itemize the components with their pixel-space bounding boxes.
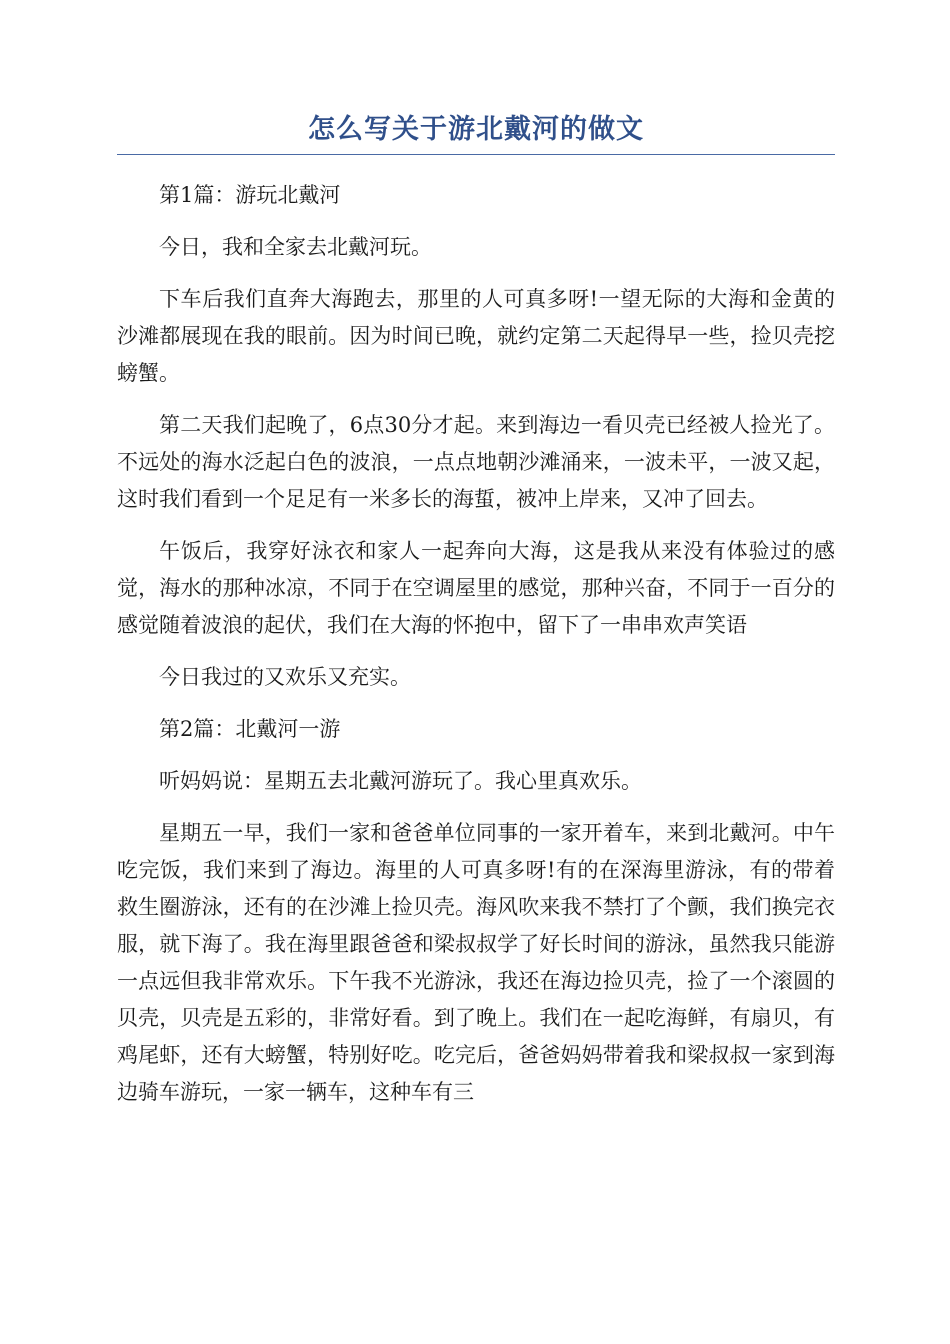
document-page bbox=[117, 110, 835, 1126]
paragraph: 下车后我们直奔大海跑去，那里的人可真多呀!一望无际的大海和金黄的沙滩都展现在我的眼前。因为时间已晚，就约定第二天起得早一些，捡贝壳挖螃蟹。 bbox=[117, 287, 835, 385]
paragraph: 星期五一早，我们一家和爸爸单位同事的一家开着车，来到北戴河。中午吃完饭，我们来到了海边。海里的人可真多呀!有的在深海里游泳，有的带着救生圈游泳，还有的在沙滩上捡贝壳。海风吹来我不禁打了个颤，我们换完衣服，就下海了。我在海里跟爸爸和梁叔叔学了好长时间的游泳，虽然我只能游一点远但我非常欢乐。下午我不光游泳，我还在海边捡贝壳，捡了一个滚圆的贝壳，贝壳是五彩的，非常好看。到了晚上。我们在一起吃海鲜，有扇贝，有鸡尾虾，还有大螃蟹，特别好吃。吃完后，爸爸妈妈带着我和梁叔叔一家到海边骑车游玩，一家一辆车，这种车有三 bbox=[117, 821, 835, 1104]
paragraph: 今日，我和全家去北戴河玩。 bbox=[159, 235, 432, 259]
section-heading-2: 第2篇：北戴河一游 bbox=[159, 717, 341, 741]
title-underline bbox=[117, 154, 835, 155]
document-title: 怎么写关于游北戴河的做文 bbox=[308, 114, 644, 145]
paragraph: 今日我过的又欢乐又充实。 bbox=[159, 665, 411, 689]
paragraph: 第二天我们起晚了，6点30分才起。来到海边一看贝壳已经被人捡光了。不远处的海水泛起白色的波浪，一点点地朝沙滩涌来，一波未平，一波又起，这时我们看到一个足足有一米多长的海蜇，被冲上岸来，又冲了回去。 bbox=[117, 413, 835, 511]
paragraph: 听妈妈说：星期五去北戴河游玩了。我心里真欢乐。 bbox=[159, 769, 642, 793]
section-heading-1: 第1篇：游玩北戴河 bbox=[159, 183, 341, 207]
paragraph: 午饭后，我穿好泳衣和家人一起奔向大海，这是我从来没有体验过的感觉，海水的那种冰凉，不同于在空调屋里的感觉，那种兴奋，不同于一百分的感觉随着波浪的起伏，我们在大海的怀抱中，留下了一串串欢声笑语 bbox=[117, 539, 835, 637]
